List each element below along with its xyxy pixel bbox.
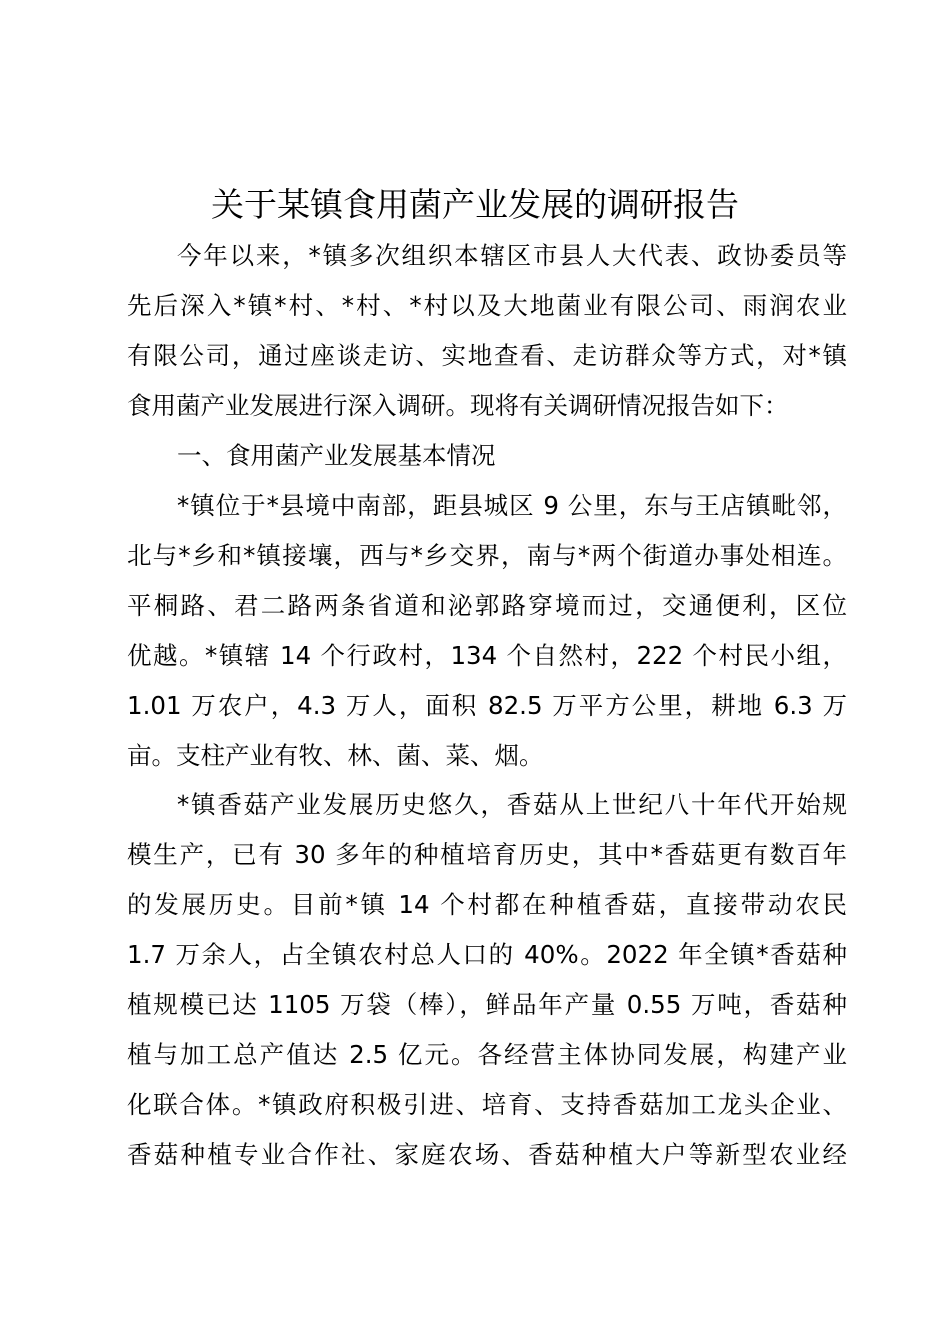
paragraph-line: 植规模已达 1105 万袋（棒），鲜品年产量 0.55 万吨，香菇种: [127, 990, 847, 1019]
paragraph-line: 亩。支柱产业有牧、林、菌、菜、烟。: [127, 741, 544, 770]
paragraph-line: 香菇种植专业合作社、家庭农场、香菇种植大户等新型农业经: [127, 1140, 847, 1169]
paragraph-line: 的发展历史。目前*镇 14 个村都在种植香菇，直接带动农民: [127, 890, 847, 919]
paragraph-line: 北与*乡和*镇接壤，西与*乡交界，南与*两个街道办事处相连。: [127, 541, 847, 570]
paragraph-line: 1.7 万余人，占全镇农村总人口的 40%。2022 年全镇*香菇种: [127, 940, 847, 969]
paragraph-line: 食用菌产业发展进行深入调研。现将有关调研情况报告如下：: [127, 391, 789, 420]
paragraph-line: *镇香菇产业发展历史悠久，香菇从上世纪八十年代开始规: [177, 790, 847, 819]
paragraph-line: 1.01 万农户，4.3 万人，面积 82.5 万平方公里，耕地 6.3 万: [127, 691, 847, 720]
section-heading: 一、食用菌产业发展基本情况: [177, 441, 496, 470]
paragraph-line: 化联合体。*镇政府积极引进、培育、支持香菇加工龙头企业、: [127, 1090, 847, 1119]
paragraph-line: *镇位于*县境中南部，距县城区 9 公里，东与王店镇毗邻，: [177, 491, 847, 520]
document-title: 关于某镇食用菌产业发展的调研报告: [211, 185, 739, 224]
paragraph-line: 先后深入*镇*村、*村、*村以及大地菌业有限公司、雨润农业: [127, 291, 847, 320]
paragraph-line: 平桐路、君二路两条省道和泌郭路穿境而过，交通便利，区位: [127, 591, 847, 620]
paragraph-line: 优越。*镇辖 14 个行政村，134 个自然村，222 个村民小组，: [127, 641, 847, 670]
paragraph-line: 今年以来，*镇多次组织本辖区市县人大代表、政协委员等: [177, 241, 847, 270]
paragraph-line: 植与加工总产值达 2.5 亿元。各经营主体协同发展，构建产业: [127, 1040, 847, 1069]
paragraph-line: 模生产，已有 30 多年的种植培育历史，其中*香菇更有数百年: [127, 840, 847, 869]
paragraph-line: 有限公司，通过座谈走访、实地查看、走访群众等方式，对*镇: [127, 341, 847, 370]
